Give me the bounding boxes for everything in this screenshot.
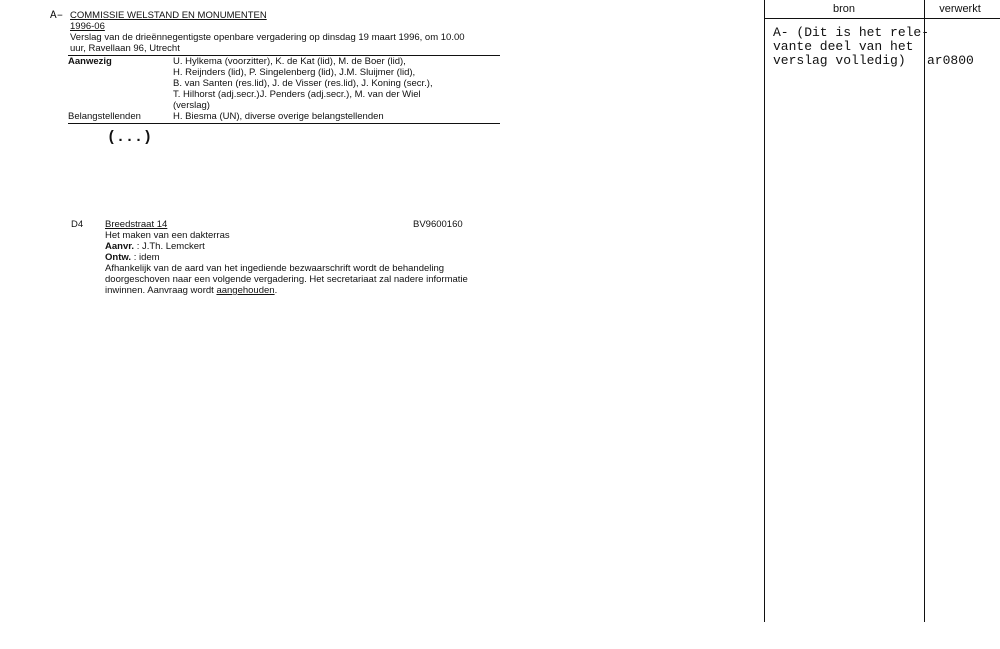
processed-header: verwerkt <box>939 3 981 15</box>
item-street: Breedstraat 14 <box>105 219 168 230</box>
sidebar-column-divider <box>924 0 925 622</box>
item-description: Het maken van een dakterras <box>105 230 230 241</box>
designer-row <box>105 252 160 263</box>
attendance-label: Aanwezig <box>68 56 112 67</box>
item-reference: BV9600160 <box>413 219 463 230</box>
source-note-line: A- (Dit is het rele- <box>773 25 930 40</box>
decision-suffix: . <box>274 285 278 296</box>
rule-bottom <box>68 123 500 124</box>
decision-line-1: Afhankelijk van de aard van het ingediende bezwaarschrift wordt de behandeling <box>105 263 445 274</box>
decision-line-3 <box>105 285 277 296</box>
attendance-line: T. Hilhorst (adj.secr.)J. Penders (adj.secr.), M. van der Wiel <box>173 89 421 100</box>
source-note-line: vante deel van het <box>773 39 914 54</box>
section-marker: A– <box>50 10 64 22</box>
processed-value: ar0800 <box>927 53 974 68</box>
decision-status: aangehouden <box>216 285 275 296</box>
intro-line-2: uur, Ravellaan 96, Utrecht <box>70 43 180 54</box>
source-header: bron <box>832 3 856 15</box>
stakeholders-text: H. Biesma (UN), diverse overige belangstellenden <box>173 111 384 122</box>
ellipsis: (...) <box>107 129 153 146</box>
attendance-line: H. Reijnders (lid), P. Singelenberg (lid), J.M. Sluijmer (lid), <box>173 67 416 78</box>
intro-line-1: Verslag van de drieënnegentigste openbare vergadering op dinsdag 19 maart 1996, om 10.00 <box>70 32 465 43</box>
sidebar-border-left <box>764 0 765 622</box>
item-code: D4 <box>71 219 84 230</box>
committee-title: COMMISSIE WELSTAND EN MONUMENTEN <box>70 10 267 21</box>
sidebar-header-rule <box>764 18 1000 19</box>
designer-value: : idem <box>133 252 160 263</box>
decision-line-2: doorgeschoven naar een volgende vergadering. Het secretariaat zal nadere informatie <box>105 274 468 285</box>
decision-prefix: inwinnen. Aanvraag wordt <box>105 285 217 296</box>
applicant-label: Aanvr. <box>105 241 135 252</box>
attendance-line: B. van Santen (res.lid), J. de Visser (res.lid), J. Koning (secr.), <box>173 78 433 89</box>
applicant-row <box>105 241 205 252</box>
attendance-line: (verslag) <box>173 100 210 111</box>
designer-label: Ontw. <box>105 252 132 263</box>
applicant-value: : J.Th. Lemckert <box>136 241 205 252</box>
attendance-line: U. Hylkema (voorzitter), K. de Kat (lid), M. de Boer (lid), <box>173 56 406 67</box>
source-note-line: verslag volledig) <box>773 53 906 68</box>
report-number: 1996-06 <box>70 21 105 32</box>
stakeholders-label: Belangstellenden <box>68 111 141 122</box>
